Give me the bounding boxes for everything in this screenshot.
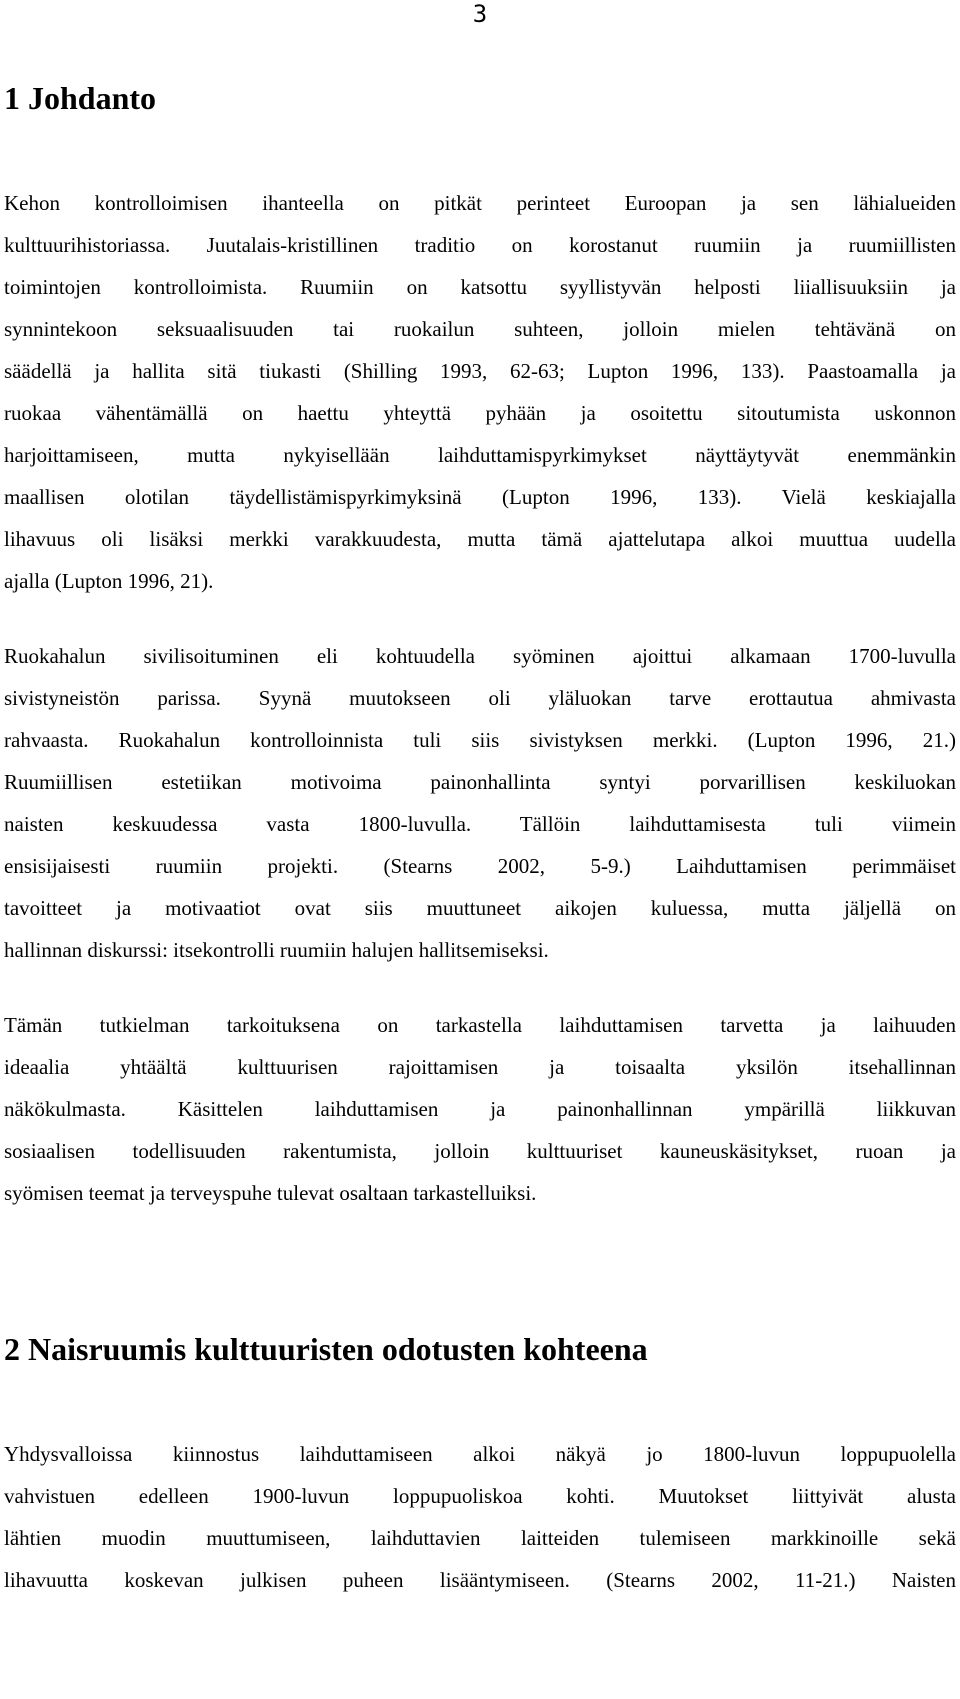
text-line: rahvaasta. Ruokahalun kontrolloinnista tuli siis sivistyksen merkki. (Lupton 1996, 21.) bbox=[4, 728, 956, 752]
text-line: ajalla (Lupton 1996, 21). bbox=[4, 569, 214, 593]
section-heading-naisruumis: 2 Naisruumis kulttuuristen odotusten kohteena bbox=[4, 1331, 648, 1367]
text-line: näkökulmasta. Käsittelen laihduttamisen ja painonhallinnan ympärillä liikkuvan bbox=[4, 1097, 956, 1121]
text-line: Tämän tutkielman tarkoituksena on tarkastella laihduttamisen tarvetta ja laihuuden bbox=[4, 1013, 956, 1037]
text-line: Ruumiillisen estetiikan motivoima painonhallinta syntyi porvarillisen keskiluokan bbox=[4, 770, 956, 794]
text-line: maallisen olotilan täydellistämispyrkimyksinä (Lupton 1996, 133). Vielä keskiajalla bbox=[4, 485, 956, 509]
text-line: Kehon kontrolloimisen ihanteella on pitkät perinteet Euroopan ja sen lähialueiden bbox=[4, 191, 956, 215]
text-line: sosiaalisen todellisuuden rakentumista, jolloin kulttuuriset kauneuskäsitykset, ruoan ja bbox=[4, 1139, 956, 1163]
text-line: ensisijaisesti ruumiin projekti. (Stearns 2002, 5-9.) Laihduttamisen perimmäiset bbox=[4, 854, 956, 878]
page-number: 3 bbox=[472, 0, 488, 28]
text-line: Yhdysvalloissa kiinnostus laihduttamiseen alkoi näkyä jo 1800-luvun loppupuolella bbox=[4, 1442, 956, 1466]
paragraph-3 bbox=[4, 1004, 956, 1214]
text-line: harjoittamiseen, mutta nykyisellään laihduttamispyrkimykset näyttäytyvät enemmänkin bbox=[4, 443, 956, 467]
text-line: hallinnan diskurssi: itsekontrolli ruumiin halujen hallitsemiseksi. bbox=[4, 938, 549, 962]
text-line: kulttuurihistoriassa. Juutalais-kristillinen traditio on korostanut ruumiin ja ruumiillisten bbox=[4, 233, 956, 257]
text-line: Ruokahalun sivilisoituminen eli kohtuudella syöminen ajoittui alkamaan 1700-luvulla bbox=[4, 644, 956, 668]
text-line: naisten keskuudessa vasta 1800-luvulla. Tällöin laihduttamisesta tuli viimein bbox=[4, 812, 956, 836]
text-line: tavoitteet ja motivaatiot ovat siis muuttuneet aikojen kuluessa, mutta jäljellä on bbox=[4, 896, 956, 920]
text-line: ruokaa vähentämällä on haettu yhteyttä pyhään ja osoitettu sitoutumista uskonnon bbox=[4, 401, 956, 425]
text-line: vahvistuen edelleen 1900-luvun loppupuoliskoa kohti. Muutokset liittyivät alusta bbox=[4, 1484, 956, 1508]
text-line: lihavuutta koskevan julkisen puheen lisääntymiseen. (Stearns 2002, 11-21.) Naisten bbox=[4, 1568, 956, 1592]
text-line: sivistyneistön parissa. Syynä muutokseen oli yläluokan tarve erottautua ahmivasta bbox=[4, 686, 956, 710]
paragraph-1 bbox=[4, 182, 956, 602]
text-line: ideaalia yhtäältä kulttuurisen rajoittamisen ja toisaalta yksilön itsehallinnan bbox=[4, 1055, 956, 1079]
text-line: syömisen teemat ja terveyspuhe tulevat osaltaan tarkastelluiksi. bbox=[4, 1181, 537, 1205]
paragraph-2 bbox=[4, 635, 956, 971]
text-line: synnintekoon seksuaalisuuden tai ruokailun suhteen, jolloin mielen tehtävänä on bbox=[4, 317, 956, 341]
text-line: lihavuus oli lisäksi merkki varakkuudesta, mutta tämä ajattelutapa alkoi muuttua uudella bbox=[4, 527, 956, 551]
text-line: lähtien muodin muuttumiseen, laihduttavien laitteiden tulemiseen markkinoille sekä bbox=[4, 1526, 956, 1550]
paragraph-4 bbox=[4, 1433, 956, 1601]
text-line: toimintojen kontrolloimista. Ruumiin on katsottu syyllistyvän helposti liiallisuuksiin ja bbox=[4, 275, 956, 299]
text-line: säädellä ja hallita sitä tiukasti (Shilling 1993, 62-63; Lupton 1996, 133). Paastoamalla ja bbox=[4, 359, 956, 383]
section-heading-johdanto: 1 Johdanto bbox=[4, 80, 157, 116]
